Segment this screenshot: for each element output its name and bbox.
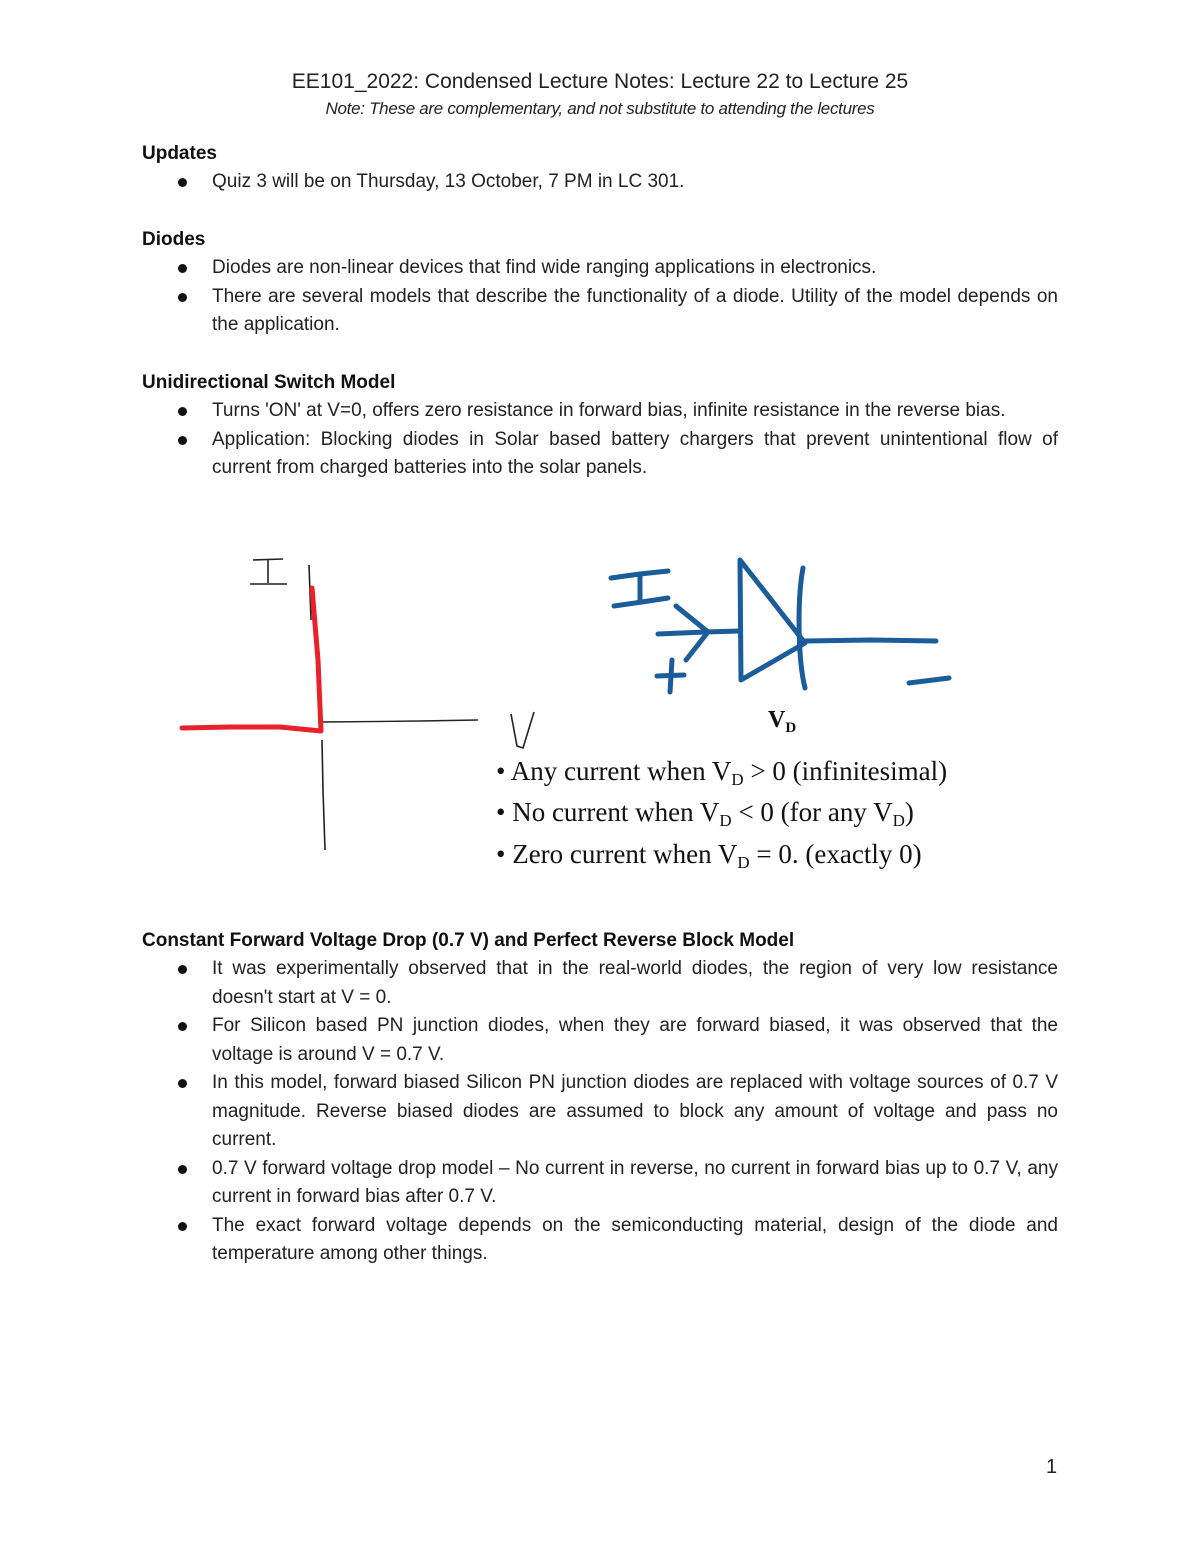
cfvd-model-list — [142, 955, 1058, 1269]
page-number: 1 — [1046, 1456, 1058, 1478]
list-item: It was experimentally observed that in the real-world diodes, the region of very low resistance doesn't start at V = 0. — [142, 955, 1058, 1012]
diode-triangle — [740, 560, 805, 680]
bullet-icon — [178, 1165, 187, 1174]
list-item: There are several models that describe the functionality of a diode. Utility of the model depends on the application. — [142, 283, 1058, 340]
list-item: The exact forward voltage depends on the semiconducting material, design of the diode and temperature among other things. — [142, 1212, 1058, 1269]
diode-sketch — [611, 560, 949, 692]
condition-no-current: • No current when VD < 0 (for any VD) — [496, 797, 914, 830]
section-cfvd-model — [142, 927, 1058, 1269]
condition-zero-current: • Zero current when VD = 0. (exactly 0) — [496, 839, 922, 872]
list-item: Diodes are non-linear devices that find wide ranging applications in electronics. — [142, 254, 1058, 283]
minus-sign — [909, 678, 949, 683]
condition-list — [496, 756, 947, 872]
voltage-axis — [322, 720, 478, 722]
document-note: Note: These are complementary, and not substitute to attending the lectures — [325, 99, 875, 118]
bullet-icon — [178, 965, 187, 974]
section-heading-cfvd-model: Constant Forward Voltage Drop (0.7 V) and Perfect Reverse Block Model — [142, 930, 795, 951]
graph-v-label-drawing — [511, 712, 534, 748]
list-item: Application: Blocking diodes in Solar based battery chargers that prevent unintentional flow of current from charged batteries into the solar panels. — [142, 426, 1058, 483]
bullet-icon — [178, 1222, 187, 1231]
plus-horizontal — [657, 675, 684, 676]
vd-label: $V_D$ — [768, 707, 797, 736]
current-arrow-line — [658, 632, 705, 634]
bullet-icon — [178, 1079, 187, 1088]
cathode-lead — [805, 640, 936, 641]
list-item: Turns 'ON' at V=0, offers zero resistance in forward bias, infinite resistance in the reverse bias. — [142, 397, 1058, 426]
bullet-icon — [178, 1022, 187, 1031]
list-item: In this model, forward biased Silicon PN junction diodes are replaced with voltage sources of 0.7 V magnitude. Reverse biased diodes are assumed to block any amount of voltage and pass no current. — [142, 1069, 1058, 1155]
document-title: EE101_2022: Condensed Lecture Notes: Lecture 22 to Lecture 25 — [291, 70, 909, 93]
section-heading-updates: Updates — [142, 143, 217, 164]
graph-i-label-drawing — [250, 559, 287, 584]
list-item: 0.7 V forward voltage drop model – No current in reverse, no current in forward bias up to 0.7 V, any current in forward bias after 0.7 V. — [142, 1155, 1058, 1212]
condition-any-current: • Any current when VD > 0 (infinitesimal) — [496, 756, 948, 789]
cathode-bar — [799, 568, 805, 688]
list-item: For Silicon based PN junction diodes, when they are forward biased, it was observed that the voltage is around V = 0.7 V. — [142, 1012, 1058, 1069]
iv-curve — [182, 588, 321, 731]
section-heading-diodes: Diodes — [142, 229, 206, 250]
anode-lead — [705, 631, 740, 632]
iv-graph — [182, 559, 534, 850]
list-item: Quiz 3 will be on Thursday, 13 October, 7 PM in LC 301. — [142, 168, 1058, 197]
section-heading-switch-model: Unidirectional Switch Model — [142, 372, 396, 393]
